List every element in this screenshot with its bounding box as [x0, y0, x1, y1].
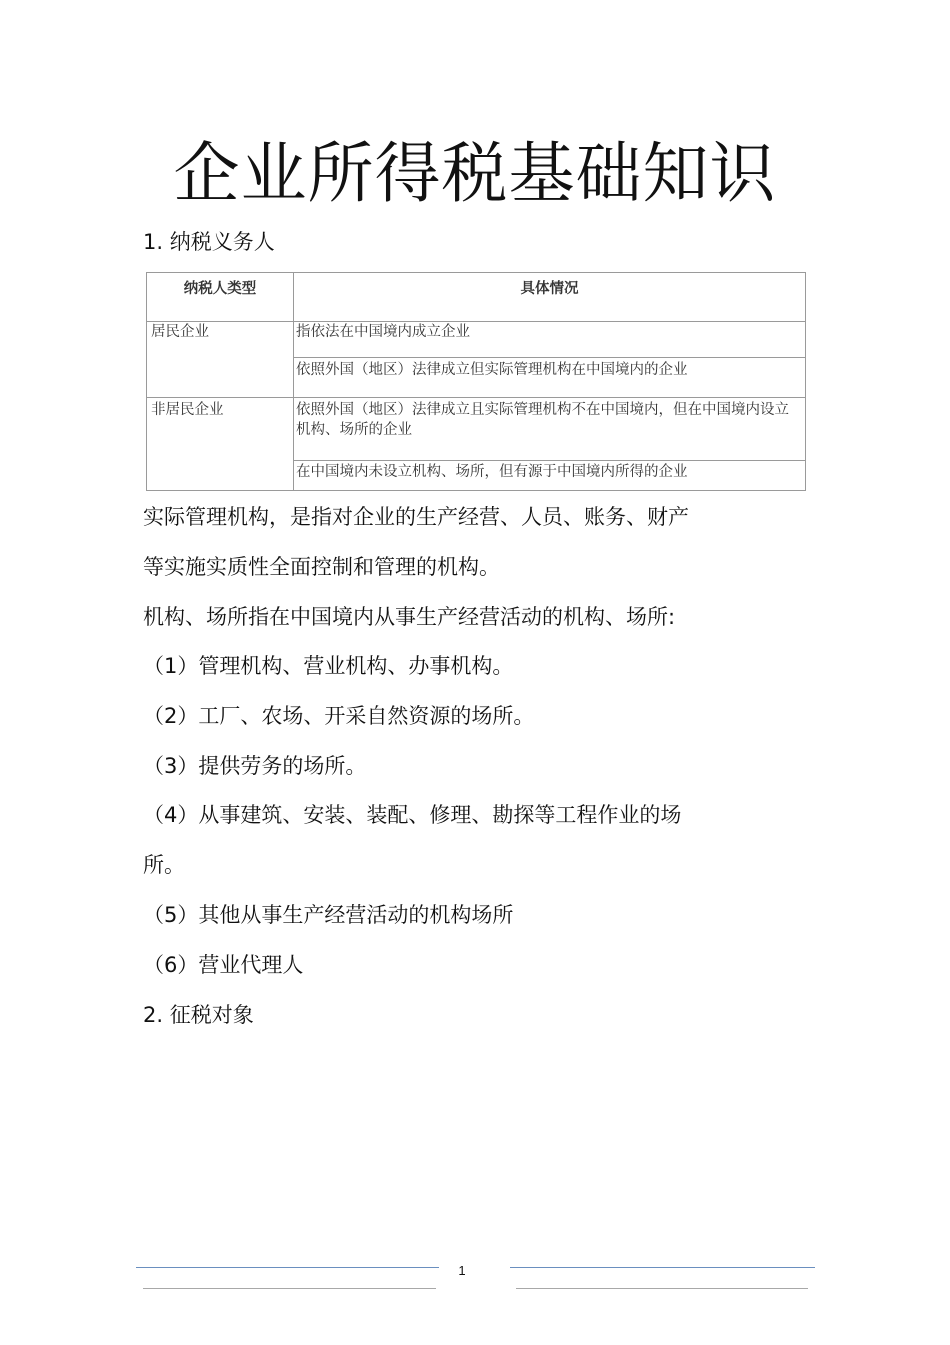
paragraph-line: 机构、场所指在中国境内从事生产经营活动的机构、场所:: [143, 605, 676, 629]
table-cell-type-nonresident: 非居民企业: [147, 398, 294, 491]
list-item: （5）其他从事生产经营活动的机构场所: [143, 903, 514, 927]
table-header-type: 纳税人类型: [147, 273, 294, 322]
table-row: [147, 322, 806, 358]
footer-rule: [516, 1288, 808, 1289]
table-cell-detail: 在中国境内未设立机构、场所，但有源于中国境内所得的企业: [294, 461, 806, 491]
paragraph-line: 等实施实质性全面控制和管理的机构。: [143, 555, 500, 579]
paragraph-line: 实际管理机构，是指对企业的生产经营、人员、账务、财产: [143, 505, 689, 529]
list-item: （1）管理机构、营业机构、办事机构。: [143, 654, 514, 678]
page-number: 1: [458, 1263, 466, 1278]
section-heading-taxpayers: 1. 纳税义务人: [143, 230, 275, 254]
footer-rule: [143, 1288, 436, 1289]
table-cell-detail: 依照外国（地区）法律成立但实际管理机构在中国境内的企业: [294, 358, 806, 398]
taxpayer-table: [146, 272, 806, 491]
list-item: （2）工厂、农场、开采自然资源的场所。: [143, 704, 535, 728]
list-item-continuation: 所。: [143, 853, 185, 877]
list-item: （3）提供劳务的场所。: [143, 754, 367, 778]
table-header-row: [147, 273, 806, 322]
table-cell-detail: 指依法在中国境内成立企业: [294, 322, 806, 358]
table-row: [147, 398, 806, 461]
footer-rule: [510, 1267, 815, 1268]
table-cell-detail: 依照外国（地区）法律成立且实际管理机构不在中国境内，但在中国境内设立机构、场所的企业: [294, 398, 806, 461]
table-header-details: 具体情况: [294, 273, 806, 322]
footer-rule: [136, 1267, 439, 1268]
section-heading-tax-object: 2. 征税对象: [143, 1003, 254, 1027]
list-item: （4）从事建筑、安装、装配、修理、勘探等工程作业的场: [143, 803, 682, 827]
page-title: 企业所得税基础知识: [173, 135, 777, 212]
table-cell-type-resident: 居民企业: [147, 322, 294, 398]
list-item: （6）营业代理人: [143, 953, 304, 977]
